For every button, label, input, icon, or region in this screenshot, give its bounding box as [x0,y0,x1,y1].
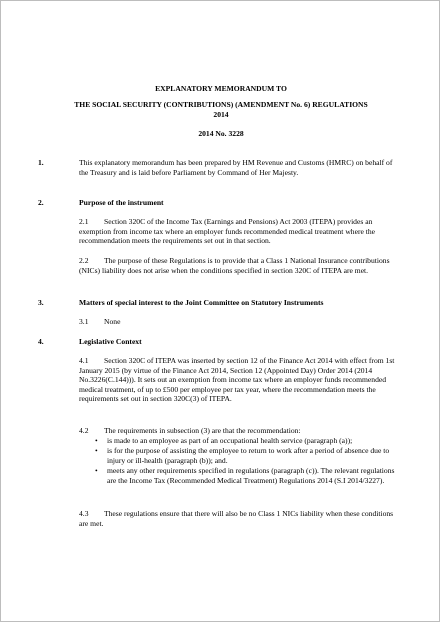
bullet-marker: • [95,466,98,475]
instrument-number: 2014 No. 3228 [198,129,244,138]
paragraph-4-3 [79,509,399,528]
section-3-heading: Matters of special interest to the Joint Committee on Statutory Instruments [79,298,324,307]
paragraph-2-2 [79,256,399,275]
paragraph-2-1-text: Section 320C of the Income Tax (Earnings and Pensions) Act 2003 (ITEPA) provides an exemption from income tax where an employer funds recommended medical treatment where the recommendation meets the requirements set out in that section. [79,217,376,246]
section-4-number: 4. [38,337,44,346]
section-2-heading: Purpose of the instrument [79,198,164,207]
memo-title: EXPLANATORY MEMORANDUM TO [155,84,287,93]
paragraph-4-1-text: Section 320C of ITEPA was inserted by section 12 of the Finance Act 2014 with effect from 1st January 2015 (by virtue of the Finance Act 2014, Section 12 (Appointed Day) Order 2014 (2014 No.3226(C.144))). It sets out an exemption from income tax where an employer funds recommended medical treatment, of up to £500 per employee per tax year, where the recommendation meets the requirements set out in section 320C(3) of ITEPA. [79,356,395,404]
bullet-item: is for the purpose of assisting the employee to return to work after a period of absence due to injury or ill-health (paragraph (b)); and. [107,446,390,465]
section-2-number: 2. [38,198,44,207]
section-3-number: 3. [38,298,44,307]
paragraph-3-1-number: 3.1 [79,317,89,326]
regulations-title: THE SOCIAL SECURITY (CONTRIBUTIONS) (AMENDMENT No. 6) REGULATIONS [74,100,368,109]
paragraph-4-2 [79,426,399,436]
bullet-marker: • [95,436,98,445]
paragraph-2-1 [79,217,399,246]
bullet-marker: • [95,446,98,455]
paragraph-2-2-number: 2.2 [79,256,89,265]
paragraph-3-1-text: None [104,317,121,326]
paragraph-4-2-text: The requirements in subsection (3) are that the recommendation: [104,426,301,435]
regulations-year: 2014 [213,110,229,119]
paragraph-4-3-number: 4.3 [79,509,89,518]
paragraph-4-3-text: These regulations ensure that there will also be no Class 1 NICs liability when these conditions are met. [79,509,394,528]
section-1-text: This explanatory memorandum has been prepared by HM Revenue and Customs (HMRC) on behalf of the Treasury and is laid before Parliament by Command of Her Majesty. [79,158,393,177]
bullet-item: meets any other requirements specified in regulations (paragraph (c)). The relevant regulations are the Income Tax (Recommended Medical Treatment) Regulations 2014 (S.I 2014/3227). [107,466,395,485]
paragraph-3-1 [79,317,399,327]
section-1-number: 1. [38,158,44,167]
paragraph-4-1 [79,356,399,404]
bullet-item: is made to an employee as part of an occupational health service (paragraph (a)); [107,436,353,445]
paragraph-2-1-number: 2.1 [79,217,89,226]
paragraph-4-1-number: 4.1 [79,356,89,365]
paragraph-2-2-text: The purpose of these Regulations is to provide that a Class 1 National Insurance contributions (NICs) liability does not arise when the conditions specified in section 320C of ITEPA are met. [79,256,390,275]
section-4-heading: Legislative Context [79,337,142,346]
paragraph-4-2-number: 4.2 [79,426,89,435]
